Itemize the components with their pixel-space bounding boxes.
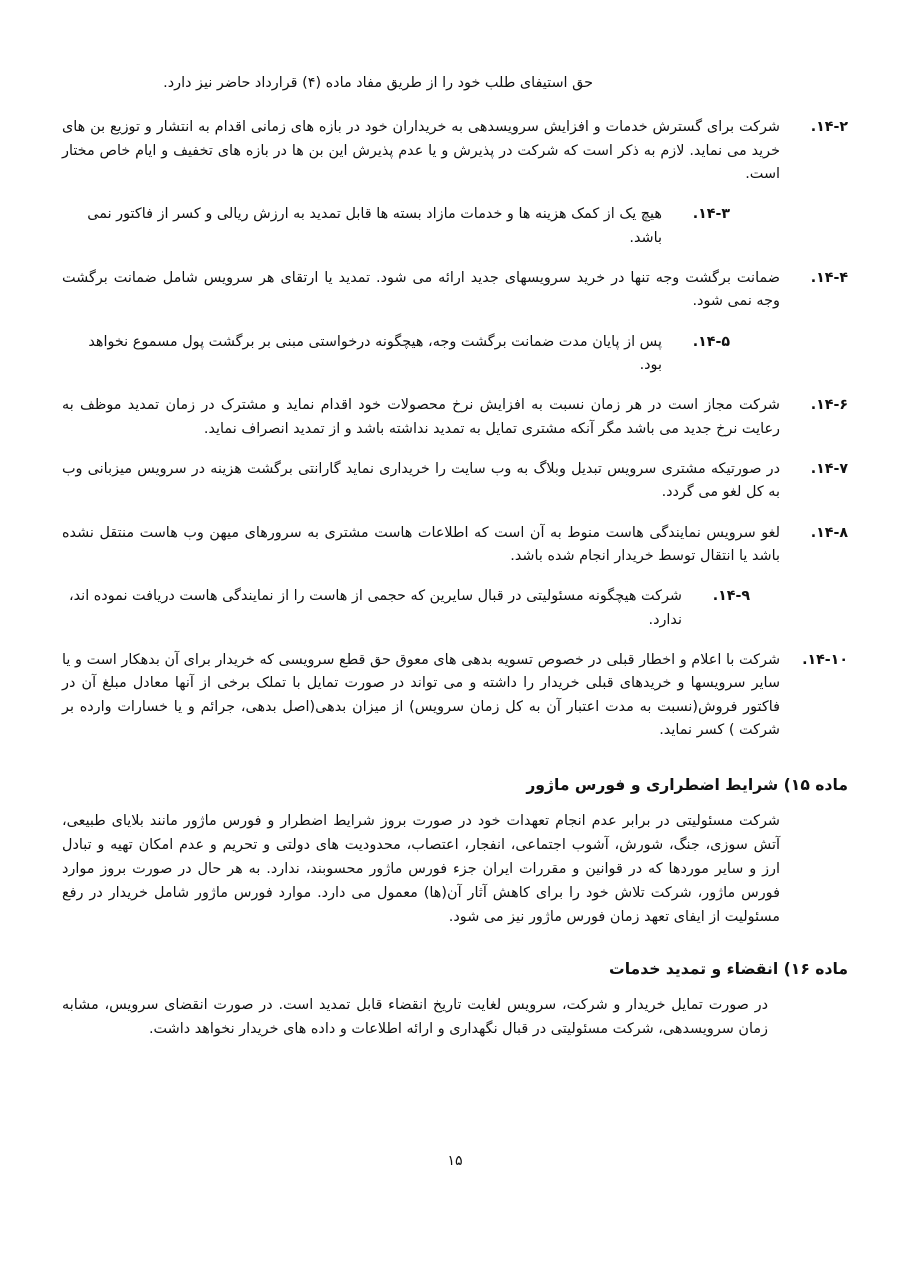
clause-number: ۱۴-۵. xyxy=(692,333,730,350)
clause-number: ۱۴-۱۰. xyxy=(802,651,848,668)
clause-text: شرکت برای گسترش خدمات و افزایش سرویسدهی به خریداران خود در بازه های زمانی اقدام به انتشار و توزیع بن های خرید می نماید. لازم به ذکر است که شرکت در پذیرش و یا عدم پذیرش این بن ها در بازه های تخفیف و ایام خاص مختار است. xyxy=(62,119,780,182)
clause-item xyxy=(62,331,848,378)
article-paragraph-15: شرکت مسئولیتی در برابر عدم انجام تعهدات خود در صورت بروز شرایط اضطرار و فورس ماژور مانند بلایای طبیعی، آتش سوزی، جنگ، شورش، آشوب اجتماعی، انفجار، اعتصاب، محدودیت های دولتی و تحریم و عدم امکان تهیه و تبادل ارز و سایر موردها که در قوانین و مقررات ایران جزء فورس ماژور محسوبند، ندارد. به هر حال در صورت بروز موارد فورس ماژور، شرکت تلاش خود را برای کاهش آثار آن(ها) معمول می دارد. موارد فورس ماژور شامل خریدار در رفع مسئولیت از ایفای تعهد زمان فورس ماژور نیز می شود. xyxy=(62,813,780,925)
clause-text: در صورتیکه مشتری سرویس تبدیل وبلاگ به وب سایت را خریداری نماید گارانتی برگشت هزینه در سرویس میزبانی وب به کل لغو می گردد. xyxy=(62,460,780,501)
clause-list xyxy=(62,116,848,742)
article-paragraph-16: در صورت تمایل خریدار و شرکت، سرویس لغایت تاریخ انقضاء قابل تمدید است. در صورت انقضای سرویس، مشابه زمان سرویسدهی، شرکت مسئولیتی در قبال نگهداری و ارائه اطلاعات و داده های خریدار نخواهد داشت. xyxy=(62,996,768,1037)
clause-number: ۱۴-۶. xyxy=(810,397,848,414)
clause-text: شرکت با اعلام و اخطار قبلی در خصوص تسویه بدهی های معوق حق قطع سرویسی که خریدار برای آن بدهکار است و یا سایر سرویسها و خریدهای قبلی خریدار را داشته و می تواند در صورت تمایل با تملک برخی از آنها معادل مبلغ آن در فاکتور فروش(نسبت به مدت اعتبار آن به کل زمان سرویس) از میزان بدهی(اصل بدهی، جرائم و یا خسارات وارده بر شرکت ) کسر نماید. xyxy=(62,651,780,738)
clause-number: ۱۴-۸. xyxy=(810,524,848,541)
clause-item xyxy=(62,522,848,569)
article-heading-15: ماده ۱۵) شرایط اضطراری و فورس ماژور xyxy=(526,776,848,795)
clause-item xyxy=(62,203,848,250)
clause-item xyxy=(62,458,848,505)
clause-number: ۱۴-۹. xyxy=(712,588,750,605)
clause-item xyxy=(62,267,848,314)
article-heading-16: ماده ۱۶) انقضاء و تمدید خدمات xyxy=(609,959,848,978)
intro-continuation-paragraph: حق استیفای طلب خود را از طریق مفاد ماده (۴) قرارداد حاضر نیز دارد. xyxy=(163,75,593,91)
clause-item xyxy=(62,116,848,186)
clause-item xyxy=(62,585,848,632)
clause-number: ۱۴-۴. xyxy=(810,269,848,286)
clause-text: پس از پایان مدت ضمانت برگشت وجه، هیچگونه درخواستی مبنی بر برگشت پول مسموع نخواهد بود. xyxy=(88,333,662,373)
page-number: ۱۵ xyxy=(447,1153,463,1169)
clause-number: ۱۴-۷. xyxy=(810,460,848,477)
clause-text: هیچ یک از کمک هزینه ها و خدمات مازاد بسته ها قابل تمدید به ارزش ریالی و کسر از فاکتور نمی باشد. xyxy=(87,206,662,246)
clause-text: ضمانت برگشت وجه تنها در خرید سرویسهای جدید ارائه می شود. تمدید یا ارتقای هر سرویس شامل ضمانت برگشت وجه نمی شود. xyxy=(62,269,780,310)
clause-number: ۱۴-۲. xyxy=(810,119,848,136)
document-body xyxy=(62,72,848,1042)
clause-text: لغو سرویس نمایندگی هاست منوط به آن است که اطلاعات هاست مشتری به سرورهای میهن وب هاست منتقل نشده باشد یا انتقال توسط خریدار انجام شده باشد. xyxy=(62,524,780,564)
clause-number: ۱۴-۳. xyxy=(692,206,730,223)
clause-item xyxy=(62,394,848,441)
clause-text: شرکت هیچگونه مسئولیتی در قبال سایرین که حجمی از هاست را از نمایندگی هاست دریافت نموده اند، ندارد. xyxy=(68,588,682,628)
clause-item xyxy=(62,649,848,742)
clause-text: شرکت مجاز است در هر زمان نسبت به افزایش نرخ محصولات خود اقدام نماید و مشترک در زمان تمدید موظف به رعایت نرخ جدید می باشد مگر آنکه مشتری تمایل به تمدید نداشته باشد و از تمدید انصراف نماید. xyxy=(62,397,780,437)
